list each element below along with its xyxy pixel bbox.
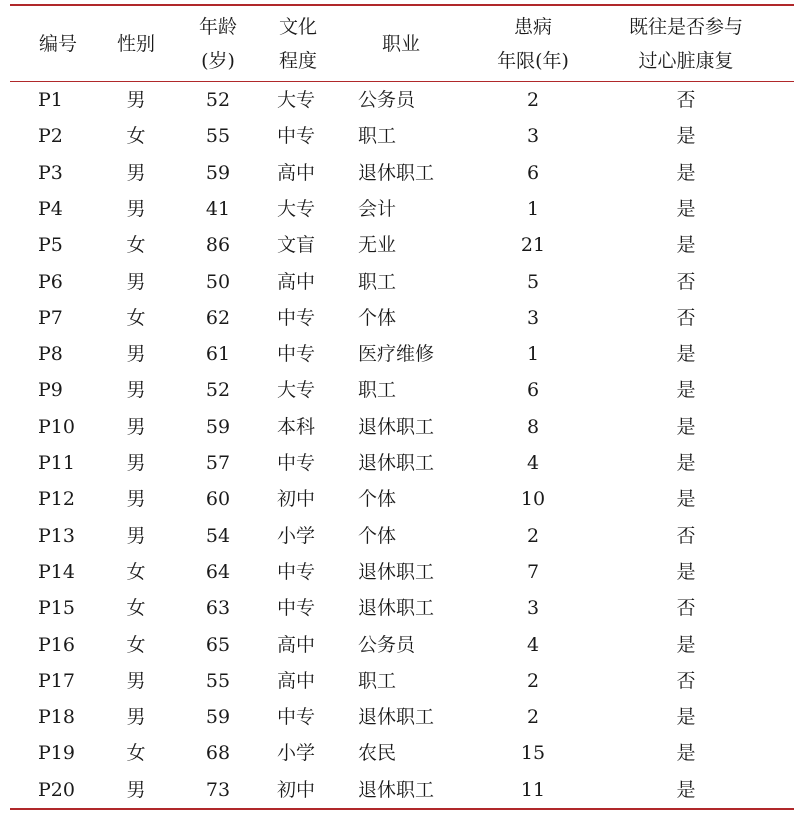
cell-duration: 2 [526, 706, 540, 729]
cell-education: 文盲 [277, 234, 316, 257]
cell-education: 小学 [277, 742, 316, 765]
cell-id: P4 [38, 197, 63, 220]
cell-education: 高中 [277, 270, 316, 293]
cell-occupation: 无业 [358, 234, 397, 257]
cell-sex: 男 [126, 379, 146, 402]
table-row [0, 82, 800, 118]
cell-previous-rehab: 是 [676, 633, 696, 656]
cell-education: 中专 [277, 452, 316, 474]
header-line: 职业 [381, 32, 420, 55]
cell-education: 高中 [277, 161, 316, 184]
cell-sex: 女 [126, 234, 146, 257]
table-row [0, 518, 800, 554]
table-row [0, 481, 800, 517]
cell-previous-rehab: 否 [676, 669, 696, 692]
header-line: 编号 [38, 32, 77, 55]
cell-education: 高中 [277, 633, 316, 656]
cell-education: 中专 [277, 597, 316, 620]
table-row [0, 772, 800, 808]
cell-id: P16 [38, 633, 75, 656]
cell-duration: 4 [526, 633, 540, 656]
cell-sex: 女 [126, 597, 146, 620]
cell-duration: 15 [520, 742, 546, 765]
table-row [0, 118, 800, 154]
cell-occupation: 公务员 [358, 633, 416, 656]
table-row [0, 663, 800, 699]
cell-previous-rehab: 是 [676, 234, 696, 257]
table-row [0, 409, 800, 445]
header-line: 性别 [116, 32, 155, 55]
cell-occupation: 退休职工 [358, 161, 435, 184]
cell-education: 初中 [277, 778, 316, 801]
cell-duration: 11 [520, 778, 546, 801]
header-education [268, 6, 328, 81]
cell-education: 本科 [277, 415, 316, 438]
cell-id: P8 [38, 343, 63, 366]
header-line: 过心脏康复 [638, 49, 734, 72]
cell-occupation: 公务员 [358, 89, 416, 111]
cell-duration: 6 [526, 161, 540, 184]
table-row [0, 590, 800, 626]
cell-sex: 男 [126, 270, 146, 293]
cell-age: 86 [205, 234, 231, 257]
cell-duration: 21 [520, 234, 546, 257]
cell-sex: 男 [126, 343, 146, 366]
cell-education: 中专 [277, 306, 316, 329]
table-row [0, 735, 800, 771]
cell-previous-rehab: 否 [676, 306, 696, 329]
cell-education: 中专 [277, 343, 316, 366]
cell-sex: 男 [126, 89, 146, 111]
cell-previous-rehab: 是 [676, 742, 696, 765]
cell-occupation: 农民 [358, 742, 397, 765]
cell-occupation: 职工 [358, 270, 397, 293]
cell-sex: 女 [126, 742, 146, 765]
cell-previous-rehab: 是 [676, 415, 696, 438]
cell-id: P18 [38, 706, 75, 729]
table-row [0, 300, 800, 336]
cell-sex: 男 [126, 161, 146, 184]
cell-previous-rehab: 是 [676, 125, 696, 148]
cell-id: P11 [38, 452, 75, 474]
cell-occupation: 职工 [358, 125, 397, 148]
cell-education: 大专 [277, 379, 316, 402]
cell-sex: 男 [126, 488, 146, 511]
cell-duration: 2 [526, 524, 540, 547]
table-row [0, 627, 800, 663]
cell-age: 63 [205, 597, 231, 620]
cell-occupation: 会计 [358, 197, 397, 220]
cell-age: 59 [205, 161, 231, 184]
cell-id: P19 [38, 742, 75, 765]
cell-age: 52 [205, 89, 231, 111]
cell-sex: 女 [126, 633, 146, 656]
cell-id: P20 [38, 778, 75, 801]
header-age [188, 6, 248, 81]
header-id [30, 6, 86, 81]
cell-occupation: 退休职工 [358, 597, 435, 620]
header-previous-rehab [606, 6, 766, 81]
cell-id: P15 [38, 597, 75, 620]
cell-age: 65 [205, 633, 231, 656]
cell-duration: 1 [526, 197, 540, 220]
cell-id: P10 [38, 415, 75, 438]
cell-previous-rehab: 是 [676, 560, 696, 583]
cell-age: 41 [205, 197, 231, 220]
cell-id: P1 [38, 89, 63, 111]
table-row [0, 336, 800, 372]
header-line: 年限(年) [497, 49, 569, 72]
cell-sex: 男 [126, 706, 146, 729]
cell-age: 55 [205, 669, 231, 692]
cell-age: 60 [205, 488, 231, 511]
cell-age: 55 [205, 125, 231, 148]
table-row [0, 554, 800, 590]
cell-duration: 2 [526, 89, 540, 111]
cell-occupation: 个体 [358, 306, 397, 329]
cell-occupation: 退休职工 [358, 778, 435, 801]
cell-age: 73 [205, 778, 231, 801]
cell-previous-rehab: 是 [676, 452, 696, 474]
cell-id: P17 [38, 669, 75, 692]
cell-age: 64 [205, 560, 231, 583]
cell-age: 68 [205, 742, 231, 765]
cell-id: P7 [38, 306, 63, 329]
cell-age: 50 [205, 270, 231, 293]
cell-previous-rehab: 否 [676, 89, 696, 111]
cell-id: P14 [38, 560, 75, 583]
table-row [0, 227, 800, 263]
cell-previous-rehab: 否 [676, 270, 696, 293]
cell-education: 中专 [277, 706, 316, 729]
cell-previous-rehab: 是 [676, 197, 696, 220]
cell-education: 大专 [277, 89, 316, 111]
cell-occupation: 退休职工 [358, 560, 435, 583]
cell-sex: 男 [126, 524, 146, 547]
cell-sex: 男 [126, 452, 146, 474]
cell-duration: 6 [526, 379, 540, 402]
header-line: 文化 [278, 15, 317, 38]
cell-duration: 4 [526, 452, 540, 474]
cell-age: 62 [205, 306, 231, 329]
cell-education: 大专 [277, 197, 316, 220]
header-line: 既往是否参与 [628, 15, 743, 38]
cell-previous-rehab: 是 [676, 343, 696, 366]
cell-occupation: 职工 [358, 669, 397, 692]
cell-sex: 男 [126, 197, 146, 220]
cell-sex: 男 [126, 415, 146, 438]
cell-age: 59 [205, 415, 231, 438]
header-line: 患病 [513, 15, 552, 38]
cell-education: 高中 [277, 669, 316, 692]
cell-occupation: 退休职工 [358, 415, 435, 438]
cell-education: 中专 [277, 125, 316, 148]
cell-id: P5 [38, 234, 63, 257]
cell-previous-rehab: 是 [676, 778, 696, 801]
cell-duration: 1 [526, 343, 540, 366]
cell-sex: 女 [126, 306, 146, 329]
cell-occupation: 个体 [358, 488, 397, 511]
header-occupation [368, 6, 434, 81]
cell-previous-rehab: 是 [676, 706, 696, 729]
cell-education: 初中 [277, 488, 316, 511]
table-row [0, 155, 800, 191]
cell-duration: 3 [526, 306, 540, 329]
cell-occupation: 医疗维修 [358, 343, 435, 366]
cell-previous-rehab: 是 [676, 379, 696, 402]
cell-age: 61 [205, 343, 231, 366]
cell-duration: 3 [526, 597, 540, 620]
cell-previous-rehab: 是 [676, 488, 696, 511]
header-sex [108, 6, 164, 81]
header-duration [473, 6, 593, 81]
cell-duration: 7 [526, 560, 540, 583]
cell-occupation: 个体 [358, 524, 397, 547]
cell-sex: 男 [126, 669, 146, 692]
cell-age: 54 [205, 524, 231, 547]
cell-id: P9 [38, 379, 63, 402]
cell-duration: 3 [526, 125, 540, 148]
cell-id: P13 [38, 524, 75, 547]
cell-sex: 女 [126, 125, 146, 148]
table-row [0, 264, 800, 300]
table-row [0, 191, 800, 227]
cell-age: 52 [205, 379, 231, 402]
cell-occupation: 职工 [358, 379, 397, 402]
header-line: 年龄 [198, 15, 237, 38]
cell-sex: 女 [126, 560, 146, 583]
cell-sex: 男 [126, 778, 146, 801]
cell-previous-rehab: 是 [676, 161, 696, 184]
table-bottom-rule [10, 808, 794, 810]
cell-id: P6 [38, 270, 63, 293]
cell-duration: 8 [526, 415, 540, 438]
table-row [0, 445, 800, 481]
cell-previous-rehab: 否 [676, 597, 696, 620]
cell-id: P12 [38, 488, 75, 511]
cell-duration: 5 [526, 270, 540, 293]
header-line: (岁) [201, 49, 235, 72]
cell-occupation: 退休职工 [358, 452, 435, 474]
cell-education: 中专 [277, 560, 316, 583]
cell-age: 59 [205, 706, 231, 729]
cell-age: 57 [205, 452, 231, 474]
cell-occupation: 退休职工 [358, 706, 435, 729]
cell-duration: 10 [520, 488, 546, 511]
header-line: 程度 [278, 49, 317, 72]
cell-id: P2 [38, 125, 63, 148]
cell-previous-rehab: 否 [676, 524, 696, 547]
cell-id: P3 [38, 161, 63, 184]
cell-education: 小学 [277, 524, 316, 547]
table-row [0, 699, 800, 735]
cell-duration: 2 [526, 669, 540, 692]
table-row [0, 372, 800, 408]
